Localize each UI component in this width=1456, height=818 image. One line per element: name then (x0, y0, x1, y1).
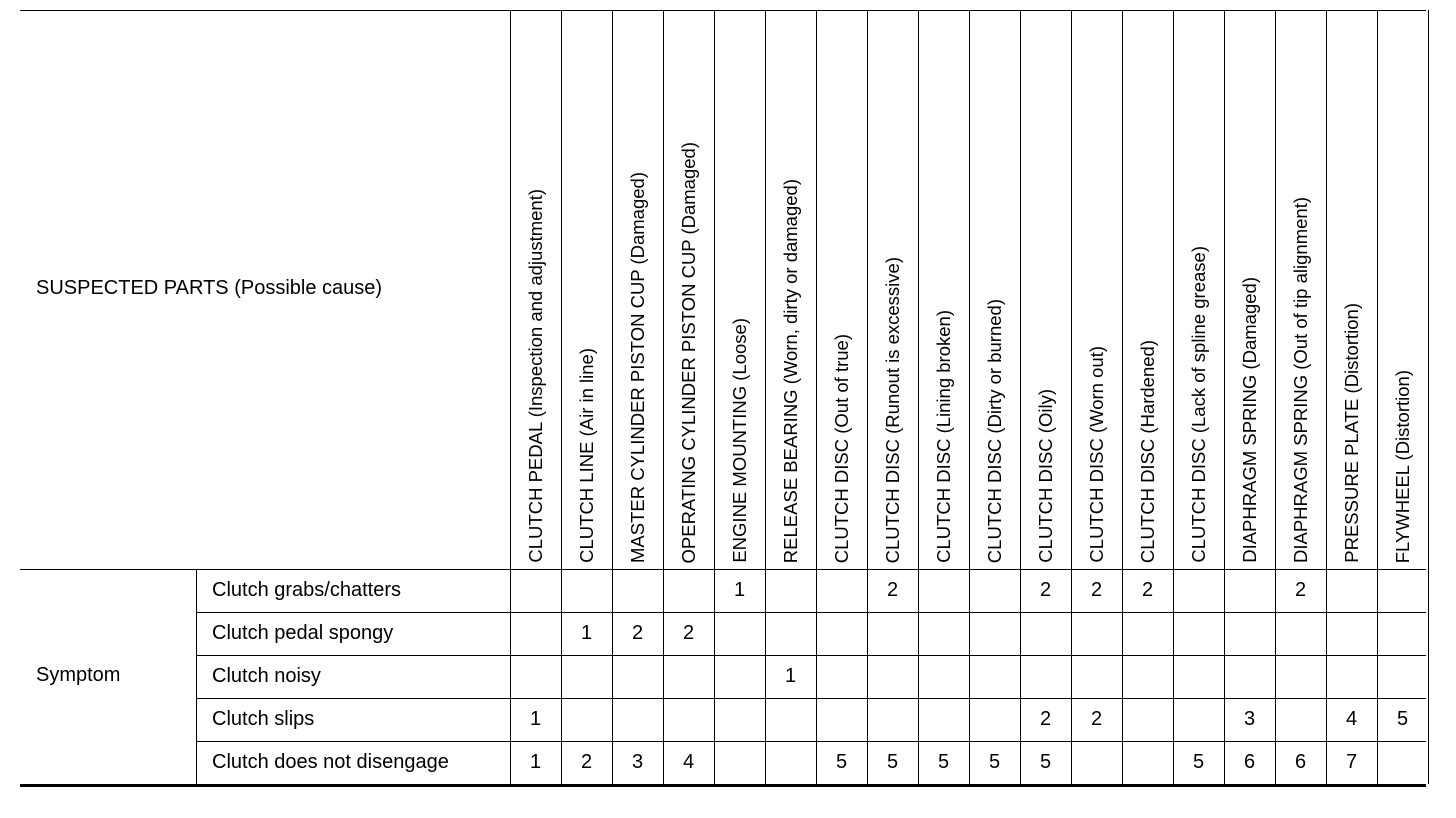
priority-cell: 2 (1090, 708, 1103, 730)
symptom-row-label: Clutch does not disengage (212, 751, 449, 773)
priority-cell: 1 (529, 751, 542, 773)
priority-cell: 5 (1192, 751, 1205, 773)
part-column-header (561, 10, 612, 569)
part-column-label: FLYWHEEL (Distortion) (1391, 369, 1413, 563)
symptom-row-label: Clutch grabs/chatters (212, 579, 401, 601)
troubleshooting-table (20, 10, 1426, 786)
part-column-header (1071, 10, 1122, 569)
part-column-label: PRESSURE PLATE (Distortion) (1340, 303, 1362, 563)
part-column-header (612, 10, 663, 569)
priority-cell: 2 (682, 622, 695, 644)
priority-cell: 5 (835, 751, 848, 773)
priority-cell: 5 (886, 751, 899, 773)
part-column-label: ENGINE MOUNTING (Loose) (728, 318, 750, 563)
priority-cell: 5 (1396, 708, 1409, 730)
priority-cell: 2 (631, 622, 644, 644)
part-column-header (1326, 10, 1377, 569)
part-column-header (714, 10, 765, 569)
priority-cell: 2 (1141, 579, 1154, 601)
table-bottom-border (20, 784, 1426, 787)
part-column-label: CLUTCH DISC (Lining broken) (932, 310, 954, 563)
priority-cell: 3 (631, 751, 644, 773)
symptom-group-label: Symptom (36, 664, 121, 686)
part-column-label: MASTER CYLINDER PISTON CUP (Damaged) (626, 172, 648, 563)
part-column-header (816, 10, 867, 569)
part-column-header (1275, 10, 1326, 569)
priority-cell: 1 (784, 665, 797, 687)
part-column-header (663, 10, 714, 569)
priority-cell: 2 (580, 751, 593, 773)
part-column-header (1122, 10, 1173, 569)
priority-cell: 2 (1039, 579, 1052, 601)
part-column-label: DIAPHRAGM SPRING (Damaged) (1238, 277, 1260, 563)
part-column-label: OPERATING CYLINDER PISTON CUP (Damaged) (677, 141, 699, 563)
part-column-label: DIAPHRAGM SPRING (Out of tip alignment) (1289, 197, 1311, 563)
part-column-header (1224, 10, 1275, 569)
symptom-row-label: Clutch slips (212, 708, 315, 730)
part-column-header (765, 10, 816, 569)
priority-cell: 4 (1345, 708, 1358, 730)
priority-cell: 2 (1294, 579, 1307, 601)
part-column-label: CLUTCH DISC (Worn out) (1085, 346, 1107, 563)
part-column-label: CLUTCH DISC (Lack of spline grease) (1187, 246, 1209, 563)
part-column-label: CLUTCH PEDAL (Inspection and adjustment) (524, 189, 546, 563)
priority-cell: 6 (1294, 751, 1307, 773)
priority-cell: 1 (580, 622, 593, 644)
suspected-parts-header: SUSPECTED PARTS (Possible cause) (36, 277, 383, 299)
priority-cell: 7 (1345, 751, 1358, 773)
part-column-header (867, 10, 918, 569)
part-column-header (1173, 10, 1224, 569)
column-divider (1428, 10, 1429, 784)
part-column-label: CLUTCH DISC (Dirty or burned) (983, 298, 1005, 563)
symptom-label-divider (196, 569, 197, 784)
part-column-header (1377, 10, 1428, 569)
part-column-label: CLUTCH LINE (Air in line) (575, 348, 597, 563)
part-column-header (510, 10, 561, 569)
part-column-header (1020, 10, 1071, 569)
priority-cell: 4 (682, 751, 695, 773)
priority-cell: 5 (988, 751, 1001, 773)
priority-cell: 1 (529, 708, 542, 730)
part-column-label: RELEASE BEARING (Worn, dirty or damaged) (779, 178, 801, 563)
symptom-row-label: Clutch noisy (212, 665, 321, 687)
part-column-label: CLUTCH DISC (Out of true) (830, 333, 852, 563)
priority-cell: 2 (1039, 708, 1052, 730)
priority-cell: 2 (886, 579, 899, 601)
part-column-label: CLUTCH DISC (Oily) (1034, 389, 1056, 563)
part-column-label: CLUTCH DISC (Runout is excessive) (881, 256, 903, 563)
priority-cell: 5 (1039, 751, 1052, 773)
priority-cell: 2 (1090, 579, 1103, 601)
part-column-header (969, 10, 1020, 569)
symptom-row-label: Clutch pedal spongy (212, 622, 394, 644)
part-column-label: CLUTCH DISC (Hardened) (1136, 339, 1158, 563)
part-column-header (918, 10, 969, 569)
priority-cell: 3 (1243, 708, 1256, 730)
priority-cell: 5 (937, 751, 950, 773)
priority-cell: 1 (733, 579, 746, 601)
priority-cell: 6 (1243, 751, 1256, 773)
